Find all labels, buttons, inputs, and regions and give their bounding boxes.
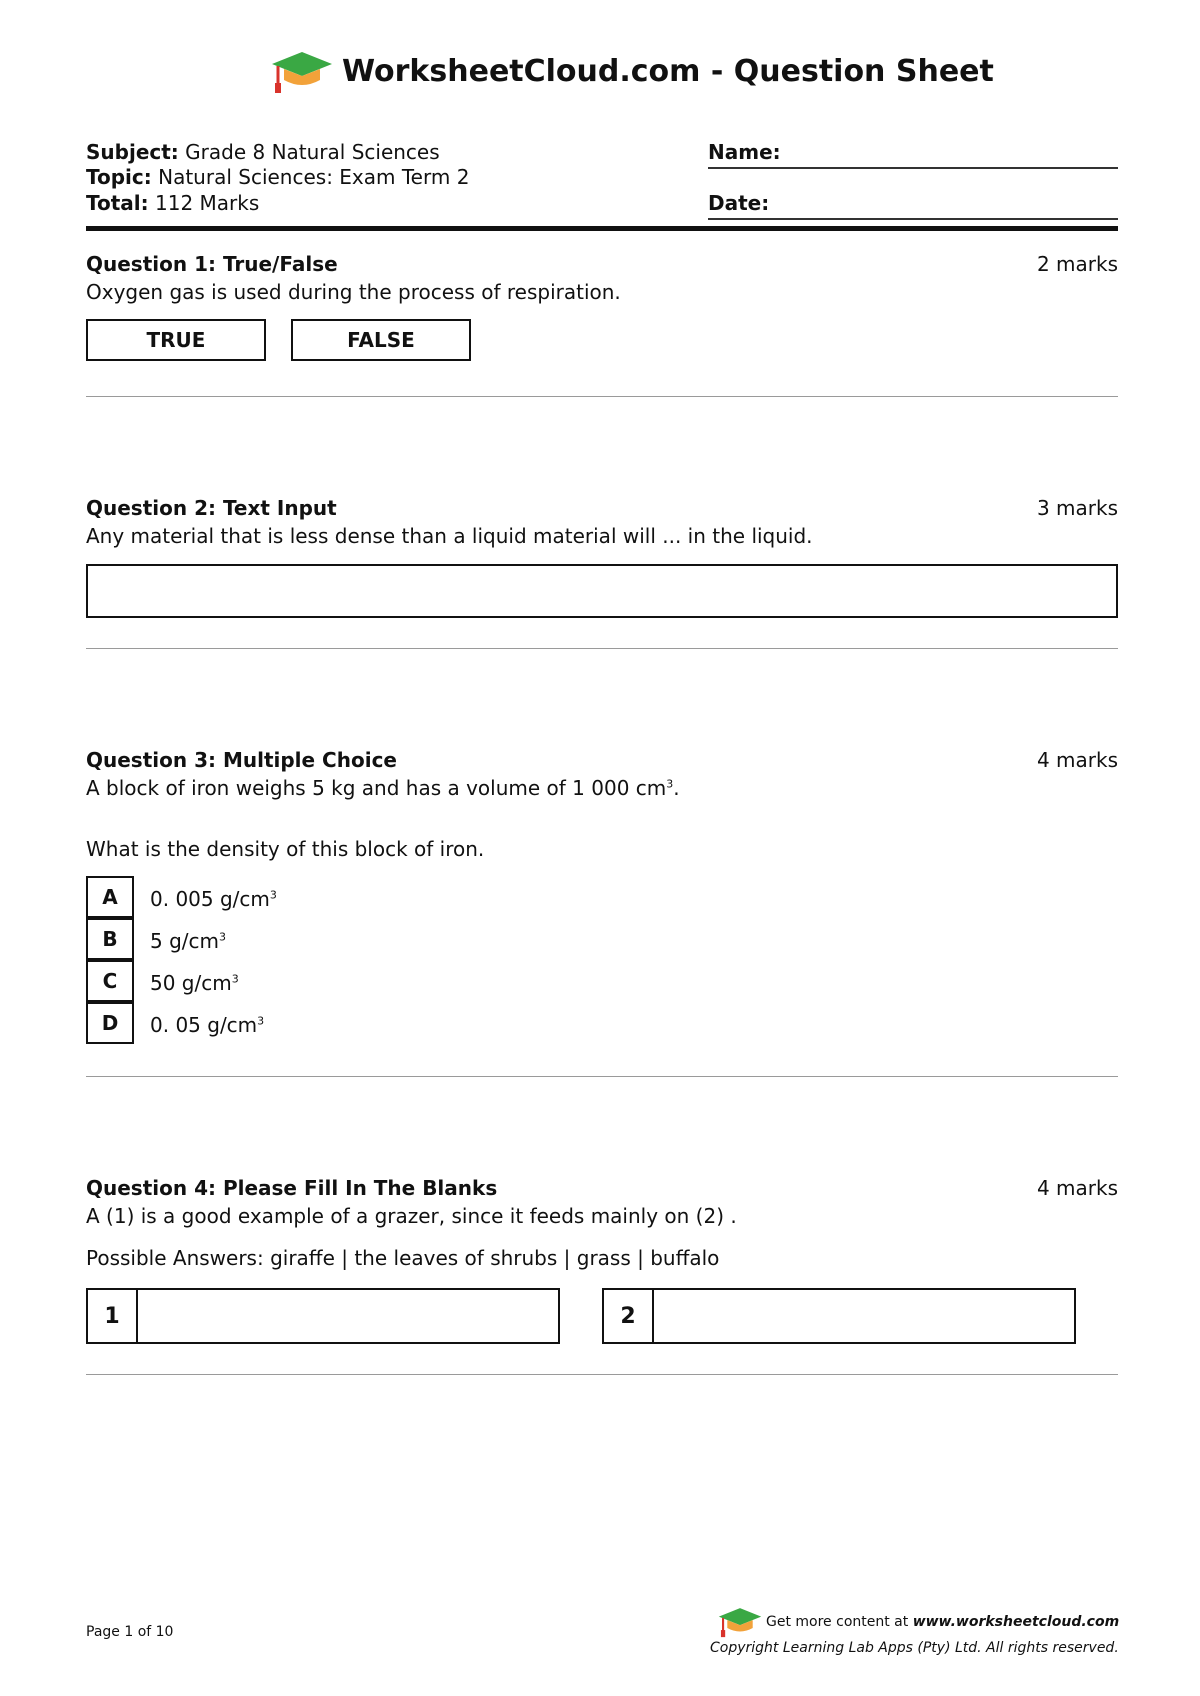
- header-divider: [86, 226, 1118, 231]
- q3-marks: 4 marks: [1036, 748, 1118, 772]
- q2-title: Question 2: Text Input: [86, 496, 337, 520]
- q2-divider: [86, 648, 1118, 649]
- name-label: Name:: [708, 140, 781, 164]
- q4-possible-answers: Possible Answers: giraffe | the leaves of shrubs | grass | buffalo: [86, 1246, 720, 1270]
- option-d-button[interactable]: D: [86, 1002, 134, 1044]
- graduation-cap-footer-icon: [716, 1606, 764, 1640]
- topic-value: Natural Sciences: Exam Term 2: [158, 165, 470, 189]
- q2-answer-input[interactable]: [86, 564, 1118, 618]
- q4-divider: [86, 1374, 1118, 1375]
- q1-divider: [86, 396, 1118, 397]
- q3-question: What is the density of this block of iron.: [86, 837, 485, 861]
- blank-1-number: 1: [88, 1290, 138, 1342]
- true-button[interactable]: TRUE: [86, 319, 266, 361]
- date-field[interactable]: [708, 218, 1118, 220]
- topic-line: [86, 165, 469, 189]
- footer-more-content: Get more content at www.worksheetcloud.com: [766, 1614, 1120, 1630]
- blank-2-field[interactable]: [602, 1288, 1076, 1344]
- option-b-button[interactable]: B: [86, 918, 134, 960]
- q2-marks: 3 marks: [1036, 496, 1118, 520]
- option-a-text: 0. 005 $g/cm^3$: [150, 887, 277, 911]
- q2-text: Any material that is less dense than a liquid material will ... in the liquid.: [86, 524, 813, 548]
- subject-line: [86, 140, 440, 164]
- option-c-button[interactable]: C: [86, 960, 134, 1002]
- blank-2-number: 2: [604, 1290, 654, 1342]
- page-number: Page 1 of 10: [86, 1624, 174, 1640]
- topic-label: Topic:: [86, 165, 152, 189]
- option-d-text: 0. 05 $g/cm^3$: [150, 1013, 265, 1037]
- q4-marks: 4 marks: [1036, 1176, 1118, 1200]
- q3-divider: [86, 1076, 1118, 1077]
- graduation-cap-logo-icon: [268, 50, 336, 96]
- blank-1-field[interactable]: [86, 1288, 560, 1344]
- option-c-text: 50 $g/cm^3$: [150, 971, 239, 995]
- false-button[interactable]: FALSE: [291, 319, 471, 361]
- subject-label: Subject:: [86, 140, 179, 164]
- q3-text: A block of iron weighs 5 kg and has a volume of 1 000 $cm^3$.: [86, 776, 680, 800]
- option-a-button[interactable]: A: [86, 876, 134, 918]
- option-b-text: 5 $g/cm^3$: [150, 929, 226, 953]
- q1-text: Oxygen gas is used during the process of respiration.: [86, 280, 621, 304]
- q1-title: Question 1: True/False: [86, 252, 338, 276]
- q1-marks: 2 marks: [1036, 252, 1118, 276]
- total-line: [86, 191, 259, 215]
- name-field[interactable]: [708, 167, 1118, 169]
- footer-url-link[interactable]: www.worksheetcloud.com: [912, 1614, 1120, 1630]
- total-value: 112 Marks: [155, 191, 260, 215]
- page-title: WorksheetCloud.com - Question Sheet: [342, 54, 994, 89]
- q4-title: Question 4: Please Fill In The Blanks: [86, 1176, 498, 1200]
- total-label: Total:: [86, 191, 149, 215]
- subject-value: Grade 8 Natural Sciences: [185, 140, 440, 164]
- q4-text: A (1) is a good example of a grazer, since it feeds mainly on (2) .: [86, 1204, 737, 1228]
- q3-title: Question 3: Multiple Choice: [86, 748, 397, 772]
- footer-copyright: Copyright Learning Lab Apps (Pty) Ltd. All rights reserved.: [710, 1640, 1119, 1656]
- date-label: Date:: [708, 191, 770, 215]
